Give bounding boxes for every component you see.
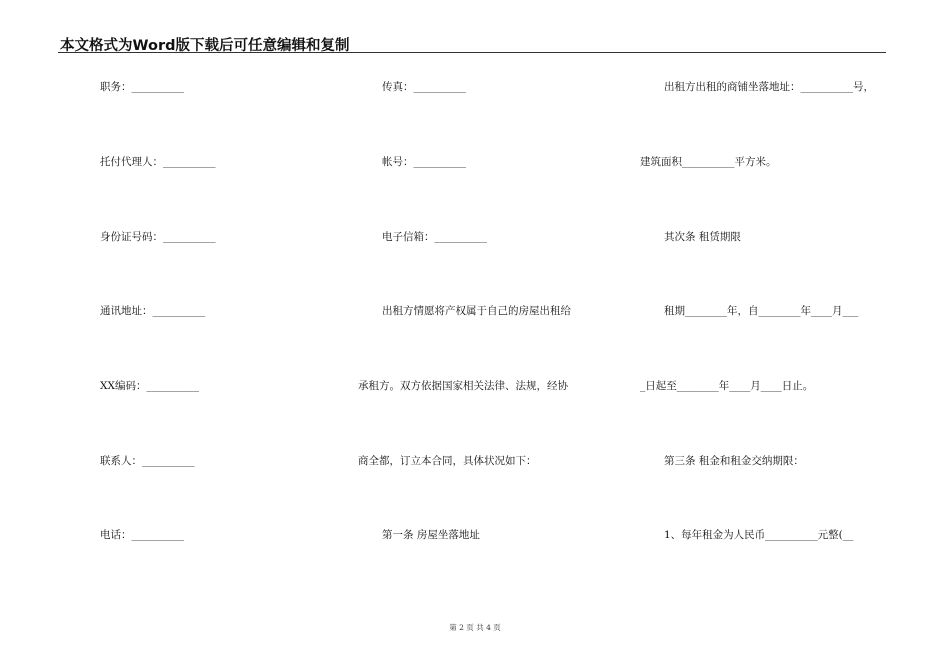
header-divider [58,52,886,53]
field-email: 电子信箱：__________ [382,231,487,243]
field-position: 职务：__________ [100,81,184,93]
page-number: 第 2 页 共 4 页 [449,623,501,632]
paragraph-line: 出租方出租的商铺坐落地址：__________号， [664,81,874,93]
field-fax: 传真：__________ [382,81,466,93]
document-header-title: 本文格式为Word版下载后可任意编辑和复制 [60,38,350,54]
paragraph-line: 1、每年租金为人民币__________元整(__ [664,529,854,541]
field-phone: 电话：__________ [100,529,184,541]
field-id-number: 身份证号码：__________ [100,231,216,243]
article-three-heading: 第三条 租金和租金交纳期限： [664,455,804,467]
field-account: 帐号：__________ [382,156,466,168]
paragraph-line: 商全都，订立本合同，具体状况如下： [358,455,537,467]
paragraph-line: 出租方情愿将产权属于自己的房屋出租给 [382,305,571,317]
paragraph-line: 承租方。双方依据国家相关法律、法规，经协 [358,380,568,392]
field-address: 通讯地址：__________ [100,305,205,317]
field-postcode: XX编码：__________ [100,380,199,392]
paragraph-line: 建筑面积__________平方米。 [640,156,777,168]
field-agent: 托付代理人：__________ [100,156,216,168]
paragraph-line: _日起至________年____月____日止。 [640,380,814,392]
article-two-heading: 其次条 租赁期限 [664,231,741,243]
field-contact: 联系人：__________ [100,455,195,467]
paragraph-line: 租期________年，自________年____月___ [664,305,859,317]
article-one-heading: 第一条 房屋坐落地址 [382,529,480,541]
